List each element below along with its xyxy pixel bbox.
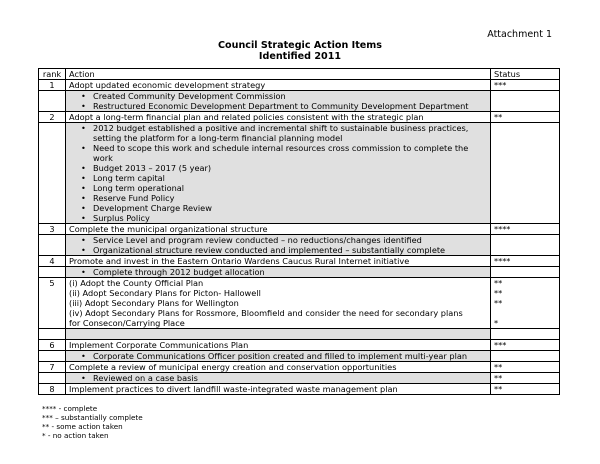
status-value: ** — [494, 278, 503, 288]
legend-item: ** - some action taken — [42, 422, 123, 431]
title-line-2: Identified 2011 — [258, 51, 342, 62]
status-cell: *** — [491, 80, 560, 91]
action-items-table — [38, 68, 560, 395]
title-line-1: Council Strategic Action Items — [218, 40, 382, 51]
plan-line: (ii) Adopt Secondary Plans for Picton- Hallowell — [69, 288, 261, 298]
action-details — [66, 267, 491, 278]
rank-cell: 7 — [39, 362, 66, 373]
status-value: ** — [494, 298, 503, 308]
list-item: • Reserve Fund Policy — [93, 193, 487, 203]
status-cell: **** — [491, 256, 560, 267]
action-details — [66, 91, 491, 112]
list-item: • Reviewed on a case basis — [93, 373, 487, 383]
table-subrow — [39, 351, 560, 362]
action-details — [66, 351, 491, 362]
status-cell: ** — [491, 362, 560, 373]
plan-line: (iv) Adopt Secondary Plans for Rossmore, Bloomfield and consider the need for secondary plans — [69, 308, 463, 318]
list-item: • Organizational structure review conducted and implemented – substantially complete — [93, 245, 487, 255]
legend-item: *** – substantially complete — [42, 413, 143, 422]
action-header: Action — [66, 69, 491, 80]
list-item: • Long term capital — [93, 173, 487, 183]
status-cell: *** — [491, 340, 560, 351]
list-item: • Restructured Economic Development Department to Community Development Department — [93, 101, 487, 111]
action-cell — [66, 278, 491, 329]
list-item: • 2012 budget established a positive and incremental shift to sustainable business practices, setting the platform for a long-term financial planning model — [93, 123, 487, 143]
table-subrow — [39, 91, 560, 112]
table-subrow — [39, 123, 560, 224]
action-cell: Adopt updated economic development strategy — [66, 80, 491, 91]
list-item: • Development Charge Review — [93, 203, 487, 213]
status-cell: ** — [491, 384, 560, 395]
action-cell: Promote and invest in the Eastern Ontario Wardens Caucus Rural Internet initiative — [66, 256, 491, 267]
rank-cell: 6 — [39, 340, 66, 351]
table-row — [39, 384, 560, 395]
table-subrow — [39, 267, 560, 278]
rank-cell: 8 — [39, 384, 66, 395]
action-cell: Implement Corporate Communications Plan — [66, 340, 491, 351]
attachment-label: Attachment 1 — [487, 29, 552, 40]
legend-item: * - no action taken — [42, 431, 109, 440]
table-row — [39, 362, 560, 373]
list-item: • Complete through 2012 budget allocation — [93, 267, 487, 277]
list-item: • Surplus Policy — [93, 213, 487, 223]
table-row — [39, 256, 560, 267]
status-value — [494, 308, 556, 318]
rank-cell: 2 — [39, 112, 66, 123]
action-cell: Implement practices to divert landfill waste-integrated waste management plan — [66, 384, 491, 395]
list-item: • Corporate Communications Officer position created and filled to implement multi-year plan — [93, 351, 487, 361]
rank-header: rank — [39, 69, 66, 80]
table-row — [39, 340, 560, 351]
rank-cell: 5 — [39, 278, 66, 329]
table-header-row — [39, 69, 560, 80]
status-value: * — [494, 318, 499, 328]
action-cell: Adopt a long-term financial plan and related policies consistent with the strategic plan — [66, 112, 491, 123]
table-subrow — [39, 373, 560, 384]
status-legend — [42, 404, 143, 440]
document-title — [0, 40, 600, 62]
action-details — [66, 373, 491, 384]
status-header: Status — [491, 69, 560, 80]
table-subrow — [39, 235, 560, 256]
action-cell: Complete the municipal organizational structure — [66, 224, 491, 235]
legend-item: **** - complete — [42, 404, 98, 413]
list-item: • Budget 2013 – 2017 (5 year) — [93, 163, 487, 173]
action-details — [66, 235, 491, 256]
status-cell: ** — [491, 373, 560, 384]
rank-cell: 4 — [39, 256, 66, 267]
table-subrow — [39, 329, 560, 340]
table-row — [39, 80, 560, 91]
action-details — [66, 123, 491, 224]
list-item: • Created Community Development Commission — [93, 91, 487, 101]
rank-cell: 3 — [39, 224, 66, 235]
action-cell: Complete a review of municipal energy creation and conservation opportunities — [66, 362, 491, 373]
status-value: ** — [494, 288, 503, 298]
status-cell: **** — [491, 224, 560, 235]
status-cell: ** — [491, 112, 560, 123]
table-row — [39, 278, 560, 329]
list-item: • Service Level and program review conducted – no reductions/changes identified — [93, 235, 487, 245]
list-item: • Need to scope this work and schedule internal resources cross commission to complete the work — [93, 143, 487, 163]
plan-line: (i) Adopt the County Official Plan — [69, 278, 204, 288]
plan-line: for Consecon/Carrying Place — [69, 318, 185, 328]
rank-cell: 1 — [39, 80, 66, 91]
plan-line: (iii) Adopt Secondary Plans for Wellington — [69, 298, 239, 308]
list-item: • Long term operational — [93, 183, 487, 193]
table-row — [39, 224, 560, 235]
status-cell — [491, 278, 560, 329]
table-row — [39, 112, 560, 123]
